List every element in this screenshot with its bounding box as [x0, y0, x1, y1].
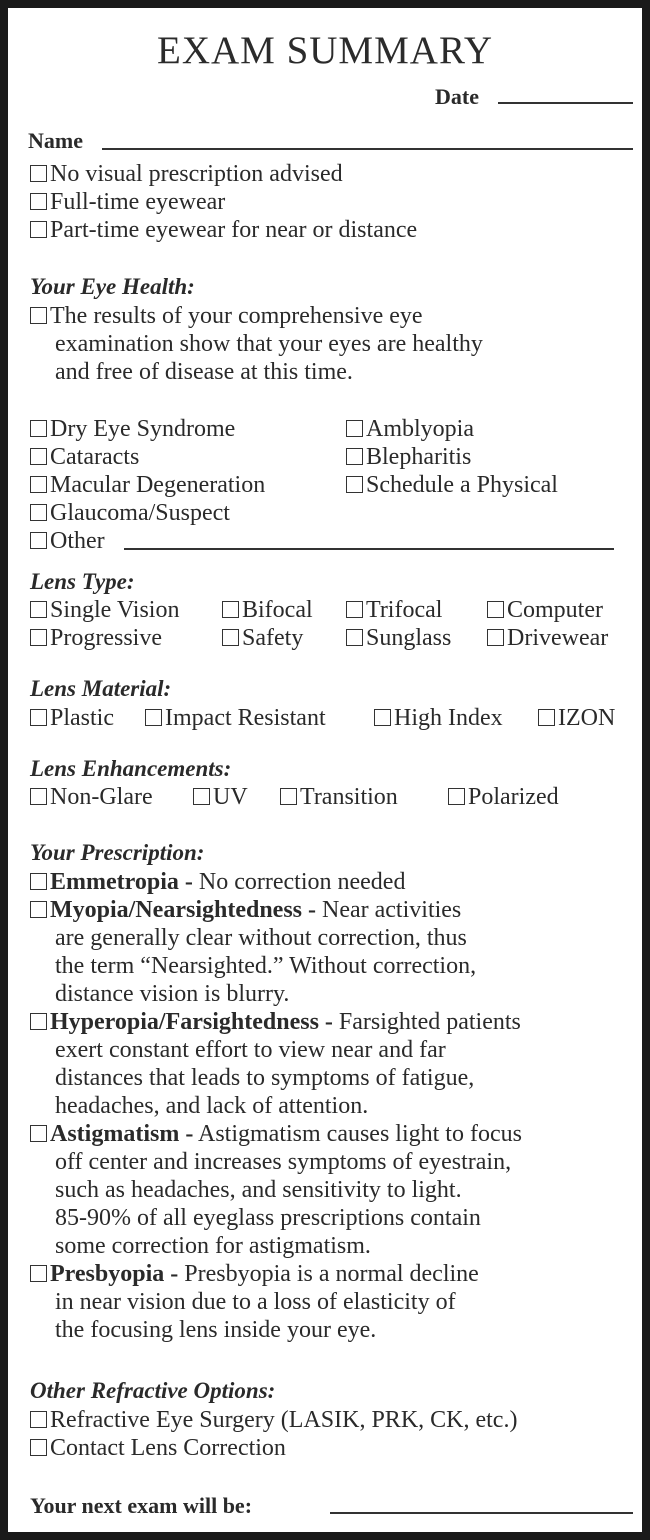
checkbox-icon[interactable] [280, 788, 297, 805]
checkbox-icon[interactable] [30, 1411, 47, 1428]
checkbox-schedule-physical[interactable]: Schedule a Physical [346, 471, 558, 499]
checkbox-icon[interactable] [538, 709, 555, 726]
other-refractive-heading: Other Refractive Options: [30, 1378, 276, 1403]
checkbox-icon[interactable] [346, 629, 363, 646]
checkbox-icon[interactable] [30, 1265, 47, 1282]
checkbox-icon[interactable] [30, 448, 47, 465]
checkbox-icon[interactable] [30, 532, 47, 549]
checkbox-astigmatism[interactable]: Astigmatism - Astigmatism causes light to focus [30, 1120, 522, 1148]
exam-summary-form: EXAM SUMMARY Date Name No visual prescription advised Full-time eyewear Part-time eyewear for near or distance Your Eye Health: The results of your comprehensive eye examination show that your eyes are healthy and free of disease at this time. Dry Eye Syndrome Cataracts Macular Degeneration Glaucoma/Suspect Other Amblyopia Blepharitis Schedule a Physical Lens Type: Single Vision Bifocal Trifocal Computer Progressive Safety Sunglass Drivewear Lens Material: Plastic Impact Resistant High Index IZON Lens Enhancements: Non-Glare UV Transition Polarized Your Prescription: Emmetropia - No correction needed Myopia/Nearsightedness - Near activities are generally clear without correction, thus the term “Nearsighted.” Without correction, distance vision is blurry. Hyperopia/Farsightedness - Farsighted patients exert constant effort to view near and far distances that leads to symptoms of fatigue, headaches, and lack of attention. Astigmatism - Astigmatism causes light to focus off center and increases symptoms of eyestrain, such as headaches, and sensitivity to light. 85-90% of all eyeglass prescriptions contain some correction for astigmatism. Presbyopia - Presbyopia is a normal decline in near vision due to a loss of elasticity of the focusing lens inside your eye. Other Refractive Options: Refractive Eye Surgery (LASIK, PRK, CK, etc.) Contact Lens Correction Your next exam will be: [8, 8, 642, 1532]
date-label: Date [435, 84, 479, 109]
checkbox-icon[interactable] [30, 165, 47, 182]
checkbox-icon[interactable] [193, 788, 210, 805]
checkbox-icon[interactable] [448, 788, 465, 805]
checkbox-emmetropia[interactable]: Emmetropia - No correction needed [30, 868, 522, 896]
checkbox-icon[interactable] [30, 420, 47, 437]
checkbox-icon[interactable] [30, 1013, 47, 1030]
page-title: EXAM SUMMARY [157, 29, 493, 72]
checkbox-icon[interactable] [30, 476, 47, 493]
checkbox-icon[interactable] [30, 629, 47, 646]
checkbox-full-time[interactable]: Full-time eyewear [30, 188, 417, 216]
checkbox-progressive[interactable]: Progressive [30, 624, 162, 652]
checkbox-icon[interactable] [30, 1439, 47, 1456]
checkbox-sunglass[interactable]: Sunglass [346, 624, 451, 652]
checkbox-contact-lens[interactable]: Contact Lens Correction [30, 1434, 517, 1462]
checkbox-icon[interactable] [30, 901, 47, 918]
checkbox-icon[interactable] [30, 873, 47, 890]
checkbox-blepharitis[interactable]: Blepharitis [346, 443, 558, 471]
checkbox-icon[interactable] [346, 448, 363, 465]
checkbox-icon[interactable] [30, 307, 47, 324]
checkbox-refractive-surgery[interactable]: Refractive Eye Surgery (LASIK, PRK, CK, etc.) [30, 1406, 517, 1434]
checkbox-icon[interactable] [346, 476, 363, 493]
other-field[interactable] [124, 548, 614, 550]
checkbox-icon[interactable] [487, 601, 504, 618]
checkbox-icon[interactable] [487, 629, 504, 646]
checkbox-trifocal[interactable]: Trifocal [346, 596, 442, 624]
checkbox-bifocal[interactable]: Bifocal [222, 596, 313, 624]
checkbox-presbyopia[interactable]: Presbyopia - Presbyopia is a normal decline [30, 1260, 522, 1288]
checkbox-uv[interactable]: UV [193, 783, 248, 811]
checkbox-icon[interactable] [30, 788, 47, 805]
next-exam-label: Your next exam will be: [30, 1493, 253, 1518]
name-label: Name [28, 128, 83, 153]
checkbox-icon[interactable] [30, 1125, 47, 1142]
checkbox-icon[interactable] [30, 221, 47, 238]
checkbox-icon[interactable] [374, 709, 391, 726]
checkbox-icon[interactable] [145, 709, 162, 726]
checkbox-icon[interactable] [346, 601, 363, 618]
checkbox-transition[interactable]: Transition [280, 783, 398, 811]
lens-type-heading: Lens Type: [30, 569, 135, 594]
checkbox-other[interactable]: Other [30, 527, 265, 555]
checkbox-cataracts[interactable]: Cataracts [30, 443, 265, 471]
checkbox-computer[interactable]: Computer [487, 596, 603, 624]
next-exam-field[interactable] [330, 1512, 633, 1514]
checkbox-part-time[interactable]: Part-time eyewear for near or distance [30, 216, 417, 244]
date-field[interactable] [498, 102, 633, 104]
checkbox-dry-eye[interactable]: Dry Eye Syndrome [30, 415, 265, 443]
checkbox-hyperopia[interactable]: Hyperopia/Farsightedness - Farsighted patients [30, 1008, 522, 1036]
checkbox-macular[interactable]: Macular Degeneration [30, 471, 265, 499]
checkbox-izon[interactable]: IZON [538, 704, 615, 732]
name-field[interactable] [102, 148, 633, 150]
checkbox-myopia[interactable]: Myopia/Nearsightedness - Near activities [30, 896, 522, 924]
lens-material-heading: Lens Material: [30, 676, 172, 701]
checkbox-plastic[interactable]: Plastic [30, 704, 114, 732]
checkbox-amblyopia[interactable]: Amblyopia [346, 415, 558, 443]
checkbox-icon[interactable] [346, 420, 363, 437]
lens-enhancements-heading: Lens Enhancements: [30, 756, 232, 781]
checkbox-icon[interactable] [222, 601, 239, 618]
checkbox-healthy[interactable]: The results of your comprehensive eye examination show that your eyes are healthy and free of disease at this time. [30, 302, 483, 386]
eye-health-heading: Your Eye Health: [30, 274, 195, 299]
checkbox-icon[interactable] [30, 193, 47, 210]
checkbox-high-index[interactable]: High Index [374, 704, 503, 732]
checkbox-single-vision[interactable]: Single Vision [30, 596, 179, 624]
checkbox-impact-resistant[interactable]: Impact Resistant [145, 704, 326, 732]
checkbox-drivewear[interactable]: Drivewear [487, 624, 608, 652]
checkbox-safety[interactable]: Safety [222, 624, 303, 652]
prescription-heading: Your Prescription: [30, 840, 205, 865]
checkbox-non-glare[interactable]: Non-Glare [30, 783, 153, 811]
checkbox-icon[interactable] [30, 709, 47, 726]
checkbox-no-prescription[interactable]: No visual prescription advised [30, 160, 417, 188]
checkbox-icon[interactable] [30, 504, 47, 521]
checkbox-polarized[interactable]: Polarized [448, 783, 559, 811]
checkbox-glaucoma[interactable]: Glaucoma/Suspect [30, 499, 265, 527]
checkbox-icon[interactable] [30, 601, 47, 618]
checkbox-icon[interactable] [222, 629, 239, 646]
